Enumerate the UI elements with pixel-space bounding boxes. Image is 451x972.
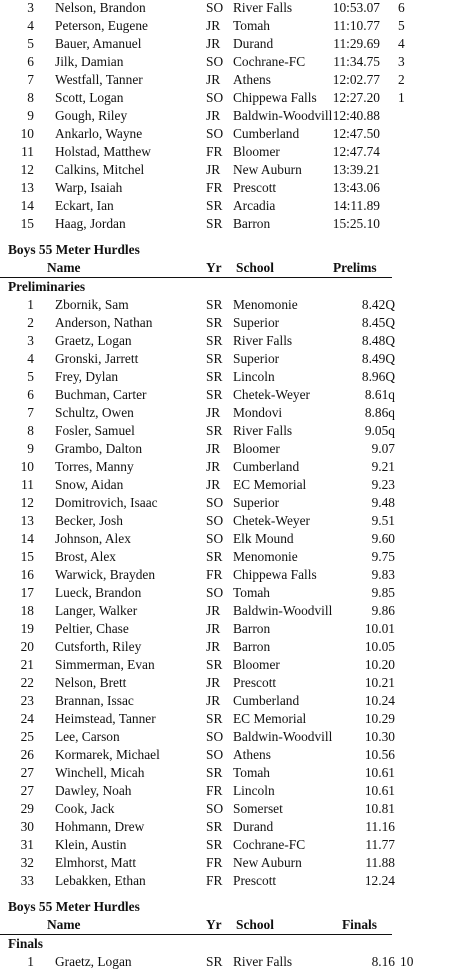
- school-cell: Baldwin-Woodvill: [233, 108, 333, 123]
- section-label: Preliminaries: [8, 279, 86, 294]
- place-cell: 30: [20, 819, 34, 834]
- mark-cell: 10.61: [364, 765, 395, 780]
- year-cell: SO: [206, 513, 224, 528]
- athlete-name: Brost, Alex: [55, 549, 117, 564]
- year-cell: SR: [206, 549, 223, 564]
- school-cell: Elk Mound: [233, 531, 294, 546]
- place-cell: 1: [27, 954, 34, 969]
- place-cell: 25: [20, 729, 34, 744]
- school-cell: Chippewa Falls: [233, 90, 317, 105]
- athlete-name: Scott, Logan: [55, 90, 124, 105]
- header-mark: Finals: [342, 917, 377, 932]
- place-cell: 1: [27, 297, 34, 312]
- mark-cell: 10.29: [364, 711, 395, 726]
- school-cell: Cochrane-FC: [233, 54, 306, 69]
- place-cell: 5: [27, 369, 34, 384]
- mark-cell: 8.45Q: [361, 315, 395, 330]
- year-cell: FR: [206, 144, 223, 159]
- year-cell: SR: [206, 819, 223, 834]
- year-cell: JR: [206, 108, 221, 123]
- year-cell: JR: [206, 675, 221, 690]
- mark-cell: 9.23: [371, 477, 395, 492]
- athlete-name: Buchman, Carter: [55, 387, 147, 402]
- mark-cell: 12:27.20: [332, 90, 380, 105]
- athlete-name: Nelson, Brandon: [55, 0, 146, 15]
- year-cell: SO: [206, 729, 224, 744]
- athlete-name: Langer, Walker: [55, 603, 138, 618]
- points-cell: 10: [400, 954, 414, 969]
- mark-cell: 11:29.69: [333, 36, 380, 51]
- column-header-row: [0, 916, 392, 935]
- athlete-name: Cutsforth, Riley: [55, 639, 142, 654]
- athlete-name: Anderson, Nathan: [55, 315, 153, 330]
- year-cell: FR: [206, 783, 223, 798]
- event-title: Boys 55 Meter Hurdles: [8, 899, 140, 914]
- year-cell: SO: [206, 531, 224, 546]
- school-cell: EC Memorial: [233, 711, 307, 726]
- athlete-name: Domitrovich, Isaac: [55, 495, 158, 510]
- place-cell: 24: [20, 711, 34, 726]
- mark-cell: 10.61: [364, 783, 395, 798]
- year-cell: SO: [206, 126, 224, 141]
- place-cell: 14: [20, 531, 34, 546]
- year-cell: FR: [206, 855, 223, 870]
- mark-cell: 10.81: [364, 801, 395, 816]
- place-cell: 23: [20, 693, 34, 708]
- school-cell: River Falls: [233, 333, 293, 348]
- school-cell: Baldwin-Woodvill: [233, 729, 333, 744]
- mark-cell: 9.75: [371, 549, 395, 564]
- mark-cell: 8.96Q: [361, 369, 395, 384]
- points-cell: 1: [398, 90, 405, 105]
- mark-cell: 8.16: [371, 954, 395, 969]
- mark-cell: 8.49Q: [361, 351, 395, 366]
- school-cell: New Auburn: [233, 855, 302, 870]
- section-label: Finals: [8, 936, 43, 951]
- athlete-name: Gough, Riley: [55, 108, 128, 123]
- place-cell: 29: [20, 801, 34, 816]
- school-cell: Bloomer: [233, 144, 280, 159]
- place-cell: 9: [27, 441, 34, 456]
- school-cell: Lincoln: [233, 783, 275, 798]
- year-cell: SR: [206, 423, 223, 438]
- mark-cell: 10.21: [364, 675, 395, 690]
- school-cell: Menomonie: [233, 297, 298, 312]
- school-cell: Durand: [233, 36, 274, 51]
- year-cell: FR: [206, 873, 223, 888]
- athlete-name: Peltier, Chase: [55, 621, 129, 636]
- place-cell: 12: [20, 495, 34, 510]
- mark-cell: 8.86q: [364, 405, 395, 420]
- year-cell: FR: [206, 180, 223, 195]
- place-cell: 22: [20, 675, 34, 690]
- athlete-name: Frey, Dylan: [55, 369, 119, 384]
- school-cell: Tomah: [233, 18, 270, 33]
- year-cell: SO: [206, 585, 224, 600]
- mark-cell: 11.88: [365, 855, 395, 870]
- year-cell: JR: [206, 639, 221, 654]
- place-cell: 6: [27, 387, 34, 402]
- mark-cell: 11:10.77: [333, 18, 380, 33]
- year-cell: JR: [206, 603, 221, 618]
- school-cell: Tomah: [233, 585, 270, 600]
- mark-cell: 9.48: [371, 495, 395, 510]
- place-cell: 3: [27, 0, 34, 15]
- athlete-name: Ankarlo, Wayne: [55, 126, 143, 141]
- header-name: Name: [47, 917, 81, 932]
- place-cell: 15: [20, 549, 34, 564]
- athlete-name: Kormarek, Michael: [55, 747, 160, 762]
- points-cell: 5: [398, 18, 405, 33]
- school-cell: New Auburn: [233, 162, 302, 177]
- school-cell: Prescott: [233, 180, 277, 195]
- place-cell: 12: [20, 162, 34, 177]
- year-cell: JR: [206, 459, 221, 474]
- athlete-name: Calkins, Mitchel: [55, 162, 145, 177]
- year-cell: JR: [206, 18, 221, 33]
- year-cell: SR: [206, 837, 223, 852]
- year-cell: JR: [206, 441, 221, 456]
- athlete-name: Westfall, Tanner: [55, 72, 143, 87]
- place-cell: 26: [20, 747, 34, 762]
- mark-cell: 15:25.10: [332, 216, 380, 231]
- athlete-name: Elmhorst, Matt: [55, 855, 137, 870]
- place-cell: 27: [20, 765, 34, 780]
- mark-cell: 12:02.77: [332, 72, 380, 87]
- year-cell: SO: [206, 90, 224, 105]
- year-cell: SR: [206, 387, 223, 402]
- athlete-name: Snow, Aidan: [55, 477, 124, 492]
- year-cell: FR: [206, 567, 223, 582]
- school-cell: Baldwin-Woodvill: [233, 603, 333, 618]
- athlete-name: Fosler, Samuel: [55, 423, 135, 438]
- school-cell: River Falls: [233, 954, 293, 969]
- column-header-row: [0, 259, 392, 278]
- year-cell: SO: [206, 747, 224, 762]
- place-cell: 14: [20, 198, 34, 213]
- place-cell: 13: [20, 513, 34, 528]
- year-cell: SR: [206, 351, 223, 366]
- year-cell: SR: [206, 198, 223, 213]
- place-cell: 15: [20, 216, 34, 231]
- place-cell: 7: [27, 405, 34, 420]
- points-cell: 6: [398, 0, 405, 15]
- year-cell: SR: [206, 216, 223, 231]
- header-mark: Prelims: [333, 260, 377, 275]
- place-cell: 32: [20, 855, 34, 870]
- school-cell: River Falls: [233, 423, 293, 438]
- mark-cell: 13:39.21: [332, 162, 380, 177]
- year-cell: JR: [206, 36, 221, 51]
- year-cell: SR: [206, 315, 223, 330]
- place-cell: 33: [20, 873, 34, 888]
- mark-cell: 12:47.50: [332, 126, 380, 141]
- athlete-name: Warwick, Brayden: [55, 567, 156, 582]
- school-cell: Lincoln: [233, 369, 275, 384]
- mark-cell: 8.61q: [364, 387, 395, 402]
- year-cell: SR: [206, 297, 223, 312]
- year-cell: SO: [206, 54, 224, 69]
- school-cell: Barron: [233, 621, 271, 636]
- place-cell: 3: [27, 333, 34, 348]
- school-cell: Chetek-Weyer: [233, 513, 310, 528]
- mark-cell: 12.24: [364, 873, 395, 888]
- mark-cell: 9.21: [371, 459, 395, 474]
- mark-cell: 10.56: [364, 747, 395, 762]
- mark-cell: 9.07: [371, 441, 395, 456]
- mark-cell: 12:47.74: [332, 144, 380, 159]
- header-school: School: [236, 260, 274, 275]
- place-cell: 21: [20, 657, 34, 672]
- year-cell: SR: [206, 333, 223, 348]
- year-cell: JR: [206, 405, 221, 420]
- year-cell: JR: [206, 72, 221, 87]
- mark-cell: 10.24: [364, 693, 395, 708]
- mark-cell: 14:11.89: [333, 198, 380, 213]
- athlete-name: Schultz, Owen: [55, 405, 134, 420]
- athlete-name: Winchell, Micah: [55, 765, 145, 780]
- mark-cell: 10.30: [364, 729, 395, 744]
- athlete-name: Graetz, Logan: [55, 333, 132, 348]
- athlete-name: Grambo, Dalton: [55, 441, 143, 456]
- athlete-name: Lueck, Brandon: [55, 585, 142, 600]
- school-cell: Menomonie: [233, 549, 298, 564]
- mark-cell: 10:53.07: [332, 0, 380, 15]
- year-cell: JR: [206, 477, 221, 492]
- athlete-name: Jilk, Damian: [55, 54, 124, 69]
- school-cell: Athens: [233, 72, 271, 87]
- athlete-name: Cook, Jack: [55, 801, 115, 816]
- year-cell: SR: [206, 954, 223, 969]
- school-cell: Bloomer: [233, 441, 280, 456]
- place-cell: 8: [27, 423, 34, 438]
- athlete-name: Lebakken, Ethan: [55, 873, 146, 888]
- athlete-name: Haag, Jordan: [55, 216, 126, 231]
- points-cell: 4: [398, 36, 405, 51]
- mark-cell: 8.48Q: [361, 333, 395, 348]
- school-cell: River Falls: [233, 0, 293, 15]
- athlete-name: Becker, Josh: [55, 513, 123, 528]
- place-cell: 27: [20, 783, 34, 798]
- year-cell: JR: [206, 693, 221, 708]
- place-cell: 2: [27, 315, 34, 330]
- mark-cell: 9.83: [371, 567, 395, 582]
- school-cell: Barron: [233, 216, 271, 231]
- athlete-name: Hohmann, Drew: [55, 819, 145, 834]
- mark-cell: 13:43.06: [332, 180, 380, 195]
- athlete-name: Simmerman, Evan: [55, 657, 155, 672]
- event-title: Boys 55 Meter Hurdles: [8, 242, 140, 257]
- athlete-name: Brannan, Issac: [55, 693, 134, 708]
- year-cell: SO: [206, 801, 224, 816]
- place-cell: 18: [20, 603, 34, 618]
- school-cell: Athens: [233, 747, 271, 762]
- school-cell: Tomah: [233, 765, 270, 780]
- place-cell: 5: [27, 36, 34, 51]
- place-cell: 8: [27, 90, 34, 105]
- place-cell: 19: [20, 621, 34, 636]
- athlete-name: Peterson, Eugene: [55, 18, 148, 33]
- place-cell: 17: [20, 585, 34, 600]
- school-cell: Bloomer: [233, 657, 280, 672]
- school-cell: Prescott: [233, 675, 277, 690]
- athlete-name: Warp, Isaiah: [55, 180, 123, 195]
- athlete-name: Torres, Manny: [55, 459, 134, 474]
- mark-cell: 10.01: [364, 621, 395, 636]
- athlete-name: Zbornik, Sam: [55, 297, 129, 312]
- mark-cell: 9.60: [371, 531, 395, 546]
- year-cell: SR: [206, 711, 223, 726]
- school-cell: Prescott: [233, 873, 277, 888]
- mark-cell: 9.05q: [364, 423, 395, 438]
- mark-cell: 10.05: [364, 639, 395, 654]
- school-cell: Barron: [233, 639, 271, 654]
- year-cell: JR: [206, 621, 221, 636]
- place-cell: 10: [20, 126, 34, 141]
- athlete-name: Graetz, Logan: [55, 954, 132, 969]
- athlete-name: Bauer, Amanuel: [55, 36, 142, 51]
- school-cell: Superior: [233, 495, 280, 510]
- mark-cell: 8.42Q: [361, 297, 395, 312]
- athlete-name: Gronski, Jarrett: [55, 351, 139, 366]
- place-cell: 20: [20, 639, 34, 654]
- school-cell: Superior: [233, 315, 280, 330]
- school-cell: Somerset: [233, 801, 283, 816]
- athlete-name: Heimstead, Tanner: [55, 711, 156, 726]
- header-name: Name: [47, 260, 81, 275]
- header-yr: Yr: [206, 260, 222, 275]
- athlete-name: Holstad, Matthew: [55, 144, 151, 159]
- place-cell: 10: [20, 459, 34, 474]
- school-cell: Chetek-Weyer: [233, 387, 310, 402]
- place-cell: 6: [27, 54, 34, 69]
- place-cell: 31: [20, 837, 34, 852]
- athlete-name: Dawley, Noah: [55, 783, 132, 798]
- place-cell: 11: [21, 144, 34, 159]
- mark-cell: 11:34.75: [333, 54, 380, 69]
- athlete-name: Eckart, Ian: [55, 198, 114, 213]
- year-cell: JR: [206, 162, 221, 177]
- athlete-name: Klein, Austin: [55, 837, 127, 852]
- mark-cell: 11.77: [365, 837, 395, 852]
- athlete-name: Johnson, Alex: [55, 531, 131, 546]
- school-cell: Chippewa Falls: [233, 567, 317, 582]
- place-cell: 4: [27, 351, 34, 366]
- school-cell: Superior: [233, 351, 280, 366]
- place-cell: 9: [27, 108, 34, 123]
- mark-cell: 11.16: [365, 819, 395, 834]
- school-cell: Arcadia: [233, 198, 276, 213]
- school-cell: EC Memorial: [233, 477, 307, 492]
- mark-cell: 9.85: [371, 585, 395, 600]
- mark-cell: 12:40.88: [332, 108, 380, 123]
- place-cell: 4: [27, 18, 34, 33]
- year-cell: SR: [206, 657, 223, 672]
- mark-cell: 9.86: [371, 603, 395, 618]
- header-school: School: [236, 917, 274, 932]
- year-cell: SO: [206, 0, 224, 15]
- school-cell: Cumberland: [233, 459, 300, 474]
- points-cell: 2: [398, 72, 405, 87]
- header-yr: Yr: [206, 917, 222, 932]
- school-cell: Cochrane-FC: [233, 837, 306, 852]
- athlete-name: Lee, Carson: [55, 729, 120, 744]
- points-cell: 3: [398, 54, 405, 69]
- year-cell: SR: [206, 765, 223, 780]
- school-cell: Durand: [233, 819, 274, 834]
- place-cell: 13: [20, 180, 34, 195]
- mark-cell: 10.20: [364, 657, 395, 672]
- school-cell: Cumberland: [233, 126, 300, 141]
- place-cell: 7: [27, 72, 34, 87]
- school-cell: Mondovi: [233, 405, 283, 420]
- place-cell: 11: [21, 477, 34, 492]
- athlete-name: Nelson, Brett: [55, 675, 127, 690]
- mark-cell: 9.51: [371, 513, 395, 528]
- school-cell: Cumberland: [233, 693, 300, 708]
- year-cell: SR: [206, 369, 223, 384]
- year-cell: SO: [206, 495, 224, 510]
- place-cell: 16: [20, 567, 34, 582]
